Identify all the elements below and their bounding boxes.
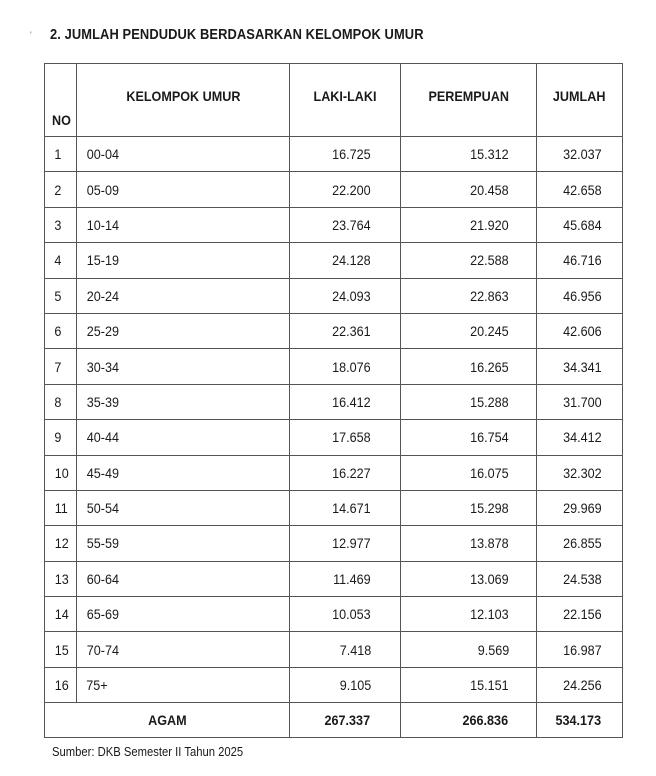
cell-total: 42.606 (537, 313, 623, 348)
cell-age-group: 65-69 (77, 597, 290, 632)
cell-female: 15.151 (401, 667, 537, 702)
cell-no: 8 (45, 384, 77, 419)
cell-female: 20.458 (401, 172, 537, 207)
cell-female: 13.069 (401, 561, 537, 596)
cell-age-group: 60-64 (77, 561, 290, 596)
header-age-group: KELOMPOK UMUR (77, 64, 290, 137)
cell-male: 16.725 (290, 137, 401, 172)
table-row (45, 455, 623, 490)
table-header-row (45, 64, 623, 137)
table-body (45, 137, 623, 703)
table-row (45, 490, 623, 525)
cell-no: 5 (45, 278, 77, 313)
table-row (45, 243, 623, 278)
cell-total: 16.987 (537, 632, 623, 667)
cell-age-group: 15-19 (77, 243, 290, 278)
cell-total: 24.538 (537, 561, 623, 596)
cell-total: 45.684 (537, 207, 623, 242)
cell-female: 20.245 (401, 313, 537, 348)
cell-age-group: 05-09 (77, 172, 290, 207)
table-row (45, 384, 623, 419)
cell-total: 32.037 (537, 137, 623, 172)
cell-total: 42.658 (537, 172, 623, 207)
cell-total: 26.855 (537, 526, 623, 561)
cell-no: 12 (45, 526, 77, 561)
header-male: LAKI-LAKI (290, 64, 401, 137)
cell-female: 22.588 (401, 243, 537, 278)
cell-age-group: 25-29 (77, 313, 290, 348)
cell-male: 11.469 (290, 561, 401, 596)
cell-female: 16.265 (401, 349, 537, 384)
population-table (44, 63, 623, 738)
table-row (45, 420, 623, 455)
cell-male: 16.227 (290, 455, 401, 490)
table-row (45, 561, 623, 596)
cell-no: 15 (45, 632, 77, 667)
table-row (45, 526, 623, 561)
cell-no: 6 (45, 313, 77, 348)
cell-female: 15.298 (401, 490, 537, 525)
cell-female: 9.569 (401, 632, 537, 667)
footer-male: 267.337 (290, 703, 401, 738)
table-row (45, 137, 623, 172)
cell-no: 16 (45, 667, 77, 702)
header-no: NO (45, 64, 77, 137)
cell-no: 2 (45, 172, 77, 207)
cell-male: 14.671 (290, 490, 401, 525)
cell-male: 7.418 (290, 632, 401, 667)
cell-no: 7 (45, 349, 77, 384)
cell-female: 15.288 (401, 384, 537, 419)
source-note: Sumber: DKB Semester II Tahun 2025 (52, 745, 244, 759)
cell-total: 24.256 (537, 667, 623, 702)
footer-total: 534.173 (537, 703, 623, 738)
cell-age-group: 40-44 (77, 420, 290, 455)
cell-age-group: 75+ (77, 667, 290, 702)
cell-age-group: 35-39 (77, 384, 290, 419)
cell-female: 16.075 (401, 455, 537, 490)
table-row (45, 278, 623, 313)
cell-total: 32.302 (537, 455, 623, 490)
cell-female: 13.878 (401, 526, 537, 561)
header-female: PEREMPUAN (401, 64, 537, 137)
cell-male: 24.093 (290, 278, 401, 313)
cell-male: 10.053 (290, 597, 401, 632)
table-row (45, 207, 623, 242)
table-row (45, 632, 623, 667)
cell-age-group: 00-04 (77, 137, 290, 172)
cell-male: 22.361 (290, 313, 401, 348)
cell-no: 10 (45, 455, 77, 490)
cell-female: 16.754 (401, 420, 537, 455)
cell-no: 1 (45, 137, 77, 172)
cell-age-group: 55-59 (77, 526, 290, 561)
cell-age-group: 70-74 (77, 632, 290, 667)
footer-label: AGAM (45, 703, 290, 738)
cell-male: 23.764 (290, 207, 401, 242)
cell-female: 12.103 (401, 597, 537, 632)
cell-no: 9 (45, 420, 77, 455)
table-row (45, 597, 623, 632)
cell-total: 29.969 (537, 490, 623, 525)
cell-age-group: 45-49 (77, 455, 290, 490)
table-row (45, 349, 623, 384)
table-row (45, 313, 623, 348)
cell-no: 13 (45, 561, 77, 596)
cell-total: 22.156 (537, 597, 623, 632)
table-row (45, 667, 623, 702)
cell-no: 3 (45, 207, 77, 242)
cell-total: 34.412 (537, 420, 623, 455)
cell-male: 24.128 (290, 243, 401, 278)
cell-male: 22.200 (290, 172, 401, 207)
table-footer-row (45, 703, 623, 738)
cell-age-group: 10-14 (77, 207, 290, 242)
header-total: JUMLAH (537, 64, 623, 137)
cell-total: 46.956 (537, 278, 623, 313)
footer-female: 266.836 (401, 703, 537, 738)
cell-age-group: 20-24 (77, 278, 290, 313)
cell-female: 22.863 (401, 278, 537, 313)
cell-age-group: 50-54 (77, 490, 290, 525)
cell-no: 11 (45, 490, 77, 525)
margin-mark: ' (30, 30, 32, 40)
cell-male: 17.658 (290, 420, 401, 455)
cell-male: 12.977 (290, 526, 401, 561)
cell-total: 31.700 (537, 384, 623, 419)
cell-no: 4 (45, 243, 77, 278)
cell-total: 46.716 (537, 243, 623, 278)
cell-male: 9.105 (290, 667, 401, 702)
cell-male: 16.412 (290, 384, 401, 419)
cell-male: 18.076 (290, 349, 401, 384)
cell-no: 14 (45, 597, 77, 632)
section-heading: 2. JUMLAH PENDUDUK BERDASARKAN KELOMPOK UMUR (50, 26, 424, 43)
cell-total: 34.341 (537, 349, 623, 384)
table-row (45, 172, 623, 207)
cell-age-group: 30-34 (77, 349, 290, 384)
cell-female: 15.312 (401, 137, 537, 172)
cell-female: 21.920 (401, 207, 537, 242)
